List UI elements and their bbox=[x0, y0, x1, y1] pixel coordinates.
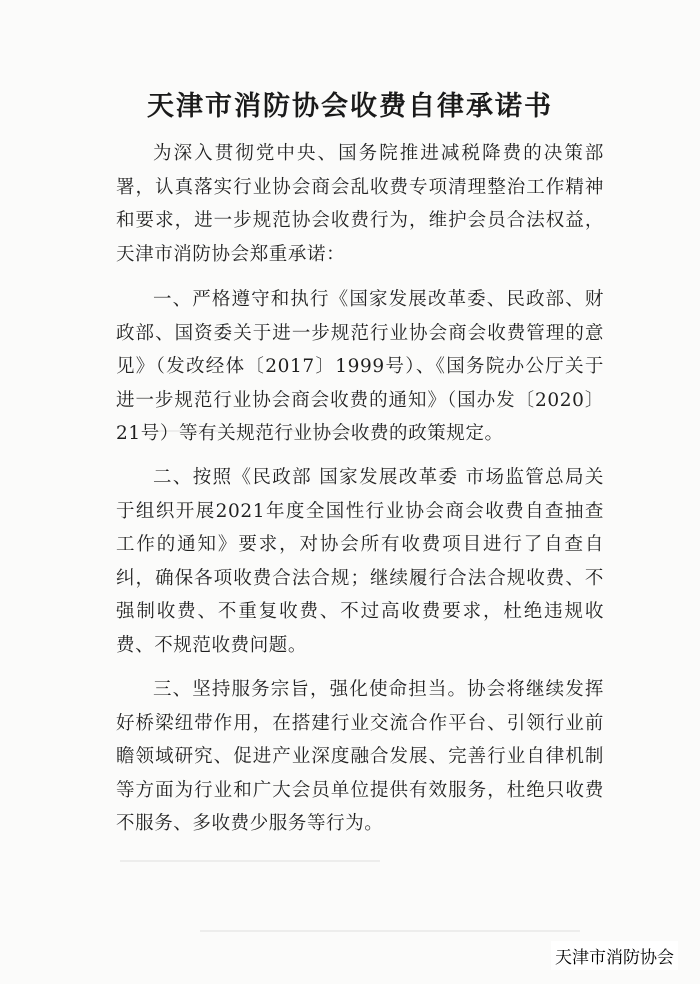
paragraph-text: 二、按照《民政部 国家发展改革委 市场监管总局关于组织开展2021年度全国性行业协会商会收费自查抽查工作的通知》要求，对协会所有收费项目进行了自查自纠，确保各项收费合法合规；继续履行合法合规收费、不强制收费、不重复收费、不过高收费要求，杜绝违规收费、不规范收费问题。 bbox=[116, 467, 604, 656]
paragraph-item-2 bbox=[116, 461, 604, 662]
paragraph-text: 一、严格遵守和执行《国家发展改革委、民政部、财政部、国资委关于进一步规范行业协会商会收费管理的意见》（发改经体〔2017〕1999号）、《国务院办公厅关于进一步规范行业协会商会收费的通知》（国办发〔2020〕21号）等有关规范行业协会收费的政策规定。 bbox=[116, 289, 604, 444]
document-title: 天津市消防协会收费自律承诺书 bbox=[147, 91, 553, 122]
paragraph-item-1 bbox=[116, 283, 604, 451]
scan-artifact bbox=[120, 860, 380, 862]
watermark-label: 天津市消防协会 bbox=[551, 941, 678, 970]
paragraph-text: 三、坚持服务宗旨，强化使命担当。协会将继续发挥好桥梁纽带作用，在搭建行业交流合作平台、引领行业前瞻领域研究、促进产业深度融合发展、完善行业自律机制等方面为行业和广大会员单位提供有效服务，杜绝只收费不服务、多收费少服务等行为。 bbox=[116, 679, 604, 834]
paragraph-item-3 bbox=[116, 673, 604, 841]
paragraph-text: 为深入贯彻党中央、国务院推进减税降费的决策部署，认真落实行业协会商会乱收费专项清理整治工作精神和要求，进一步规范协会收费行为，维护会员合法权益，天津市消防协会郑重承诺： bbox=[116, 143, 604, 265]
paragraph-intro bbox=[116, 137, 604, 271]
scan-artifact bbox=[200, 930, 580, 932]
